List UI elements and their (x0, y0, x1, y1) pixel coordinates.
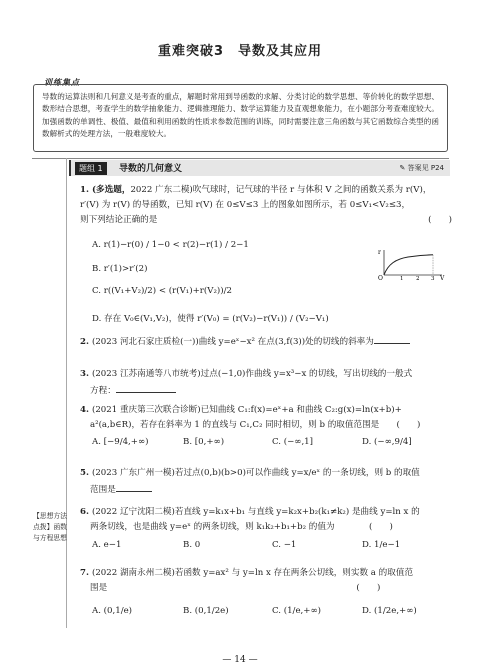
section-badge: 题组 1 (75, 162, 107, 175)
svg-text:3: 3 (431, 276, 435, 280)
q7-option-c: C. (1/e,+∞) (272, 606, 321, 616)
intro-tag: 训练集点 (40, 77, 84, 88)
q4-option-b: B. [0,+∞) (183, 437, 225, 447)
q1-option-a: A. r(1)−r(0) / 1−0 < r(2)−r(1) / 2−1 (92, 240, 249, 250)
question-7: 7. (2022 湖南永州二模)若函数 y=ax² 与 y=ln x 存在两条公切线，则实数 a 的取值范 围是 ( ) (80, 568, 414, 593)
q6-option-b: B. 0 (183, 540, 201, 550)
q1-option-b: B. r′(1)>r′(2) (92, 264, 148, 274)
question-5: 5. (2023 广东广州一模)若过点(0,b)(b>0)可以作曲线 y=x/eˣ 的一条切线，则 b 的取值 范围是 (80, 468, 420, 495)
margin-line (66, 158, 67, 628)
section-topic: 导数的几何意义 (119, 164, 183, 174)
pen-icon: ✎ (399, 164, 408, 172)
page-title: 重难突破3 导数及其应用 (157, 44, 323, 59)
q4-option-c: C. (−∞,1] (272, 437, 313, 447)
q1-option-c: C. r((V₁+V₂)/2) < (r(V₁)+r(V₂))/2 (92, 286, 232, 296)
q7-option-a: A. (0,1/e) (92, 606, 133, 616)
svg-text:r: r (378, 249, 381, 256)
q7-option-b: B. (0,1/2e) (183, 606, 229, 616)
question-4: 4. (2021 重庆第三次联合诊断)已知曲线 C₁:f(x)=eˣ+a 和曲线 C₂:g(x)=ln(x+b)+ a²(a,b∈R)，若存在斜率为 1 的直线与 C₁,C₂ 同时相切，则 b 的取值范围是 ( ) (80, 405, 421, 430)
divider (32, 158, 449, 159)
question-1: 1. (多选题，2022 广东二模)吹气球时，记气球的半径 r 与体积 V 之间的函数关系为 r(V)， r′(V) 为 r(V) 的导函数，已知 r(V) 在 0≤V≤3 上的图象如图所示，若 0≤V₁<V₂≤3， 则下列结论正确的是 (80, 185, 432, 225)
answer-blank-3[interactable] (116, 382, 176, 393)
section-header (69, 160, 450, 176)
q6-option-a: A. e−1 (92, 540, 122, 550)
svg-text:1: 1 (400, 276, 404, 280)
question-3: 3. (2023 江苏南通等八市统考)过点(−1,0)作曲线 y=x³−x 的切线，写出切线的一般式 方程： (80, 369, 413, 396)
method-tip: 【思想方法点拨】函数与方程思想 (33, 512, 67, 542)
page-number: — 14 — (222, 655, 258, 665)
q4-option-a: A. [−9/4,+∞) (92, 437, 149, 447)
intro-box (33, 84, 448, 152)
q7-option-d: D. (1/2e,+∞) (362, 606, 417, 616)
answer-ref: ✎ 答案见 P24 (399, 164, 444, 172)
question-6: 6. (2022 辽宁沈阳二模)若直线 y=k₁x+b₁ 与直线 y=k₂x+b₂(k₁≠k₂) 是曲线 y=ln x 的 两条切线，也是曲线 y=eˣ 的两条切线，则 k₁k₂+b₁+b₂ 的值为 ( ) (80, 507, 420, 532)
question-2: 2. (2023 河北石家庄质检(一))曲线 y=eˣ−x² 在点(3,f(3))处的切线的斜率为 (80, 333, 442, 350)
answer-blank-2[interactable] (374, 333, 410, 344)
r-v-graph (378, 248, 446, 280)
svg-text:O: O (378, 275, 383, 280)
q1-option-d: D. 存在 V₀∈(V₁,V₂)，使得 r′(V₀) = (r(V₂)−r(V₁)) / (V₂−V₁) (92, 314, 329, 324)
q4-option-d: D. (−∞,9/4] (362, 437, 412, 447)
svg-text:V: V (440, 275, 445, 280)
answer-blank-5[interactable] (116, 481, 152, 492)
answer-paren-1: ( ) (428, 215, 452, 225)
q6-option-c: C. −1 (272, 540, 297, 550)
svg-text:2: 2 (416, 276, 420, 280)
intro-text: 导数的运算法则和几何意义是考查的重点，解题时常用到导函数的求解、分类讨论的数学思想、等价转化的数学思想、数形结合思想，考查学生的数学抽象能力、逻辑推理能力、数学运算能力及直观想象能力，在小题部分考查难度较大。加强函数的单调性、极值、最值和利用函数的性质求参数范围的训练，同时需要注意三角函数与其它函数综合类型的函数解析式的处理方法，一般难度较大。 (42, 92, 439, 139)
q6-option-d: D. 1/e−1 (362, 540, 401, 550)
